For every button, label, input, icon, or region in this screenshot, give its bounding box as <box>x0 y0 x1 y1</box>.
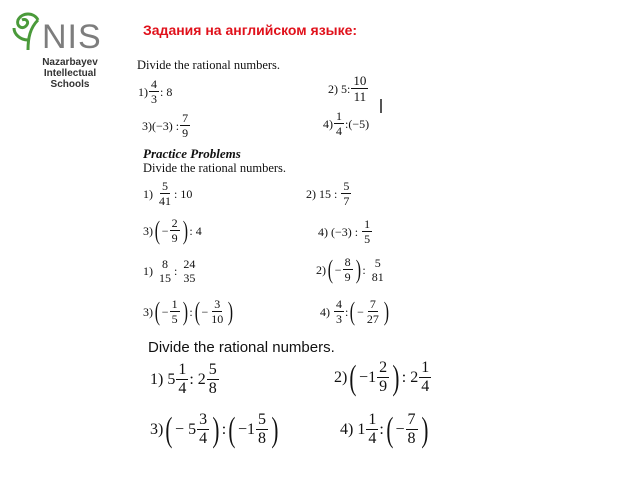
practice-subtitle: Divide the rational numbers. <box>143 161 287 175</box>
logo-subtitle: Nazarbayev Intellectual Schools <box>42 57 98 90</box>
problem-s1-3: 3) (−3) : $\frac{7}{9}$ <box>142 111 189 140</box>
problem-pp-7: 3) ( − $\frac{1}{5}$ ) : ( − $\frac{3}{10}$ ) <box>143 296 234 327</box>
section1-title: Divide the rational numbers. <box>137 58 281 72</box>
problem-pp-2: 2) 15 : $\frac{5}{7}$ <box>306 179 350 208</box>
practice-title: Practice Problems <box>143 146 241 161</box>
problem-s3-1: 1) 5 $\frac{1}{4}$ : 2 $\frac{5}{8}$ <box>150 361 217 397</box>
section3-title: Divide the rational numbers. <box>148 339 335 356</box>
cursor-mark <box>380 99 382 113</box>
logo-text: NIS <box>42 18 102 56</box>
problem-pp-3: 3) ( − $\frac{2}{9}$ ) : 4 <box>143 215 202 246</box>
nis-leaf-logo-icon <box>8 10 44 52</box>
problem-s3-2: 2) ( −1 $\frac{2}{9}$ ) : 2 $\frac{1}{4}$ <box>334 358 430 397</box>
problem-pp-5: 1) 8 15 : 24 35 <box>143 257 196 285</box>
problem-s1-2: 2) 5: $\frac{10}{11}$ <box>328 73 367 104</box>
problem-s3-4: 4) 1 $\frac{1}{4}$ : ( − $\frac{7}{8}$ ) <box>340 410 428 449</box>
problem-pp-4: 4) (−3) : $\frac{1}{5}$ <box>318 217 371 246</box>
problem-pp-1: 1) $\frac{5}{41}$ : 10 <box>143 179 193 208</box>
problem-pp-6: 2) ( − $\frac{8}{9}$ ) : 5 81 <box>316 254 384 285</box>
problem-s3-3: 3) ( − 5 $\frac{3}{4}$ ) : ( −1 $\frac{5}{8}$ ) <box>150 410 279 449</box>
problem-s1-4: 4) $\frac{1}{4}$ :(−5) <box>323 109 370 138</box>
problem-s1-1: 1) $\frac{4}{3}$ : 8 <box>138 77 173 106</box>
page-heading: Задания на английском языке: <box>143 22 358 38</box>
problem-pp-8: 4) $\frac{4}{3}$ : ( − $\frac{7}{27}$ ) <box>320 296 389 327</box>
